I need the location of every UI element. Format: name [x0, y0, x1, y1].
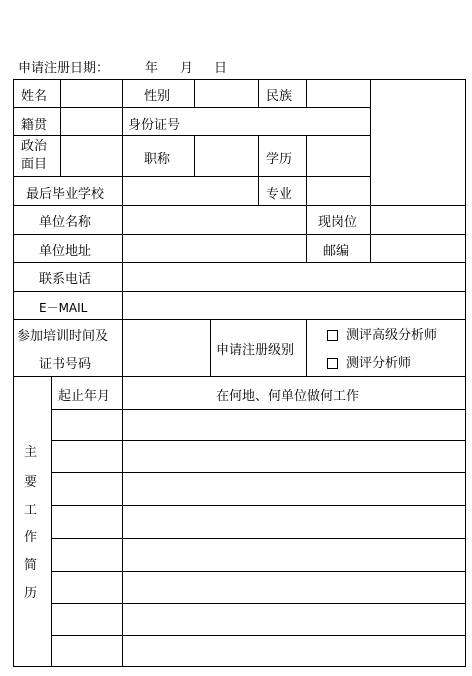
employer-name-label: 单位名称 — [39, 215, 92, 230]
ethnicity-label: 民族 — [266, 89, 293, 104]
education-input[interactable] — [307, 136, 370, 176]
gender-label: 性别 — [144, 89, 171, 104]
level-label: 申请注册级别 — [216, 343, 295, 358]
political-status-input[interactable] — [61, 136, 122, 176]
senior-analyst-option-label: 测评高级分析师 — [346, 328, 438, 343]
name-input[interactable] — [61, 80, 122, 107]
phone-input[interactable] — [123, 263, 465, 291]
resume-detail-header: 在何地、何单位做何工作 — [216, 389, 360, 404]
employer-name-input[interactable] — [123, 206, 306, 234]
date-label: 申请注册日期： — [18, 61, 110, 76]
postcode-input[interactable] — [371, 235, 465, 262]
current-position-label: 现岗位 — [318, 215, 358, 230]
photo-area[interactable] — [371, 80, 465, 205]
date-day: 日 — [214, 61, 228, 76]
employer-address-label: 单位地址 — [39, 244, 92, 259]
postcode-label: 邮编 — [323, 244, 350, 259]
name-label: 姓名 — [21, 89, 48, 104]
training-input[interactable] — [123, 320, 210, 376]
political-status-label-line2: 面目 — [21, 157, 48, 172]
employer-address-input[interactable] — [123, 235, 306, 262]
id-number-input[interactable] — [195, 108, 370, 135]
resume-period-header: 起止年月 — [58, 389, 111, 404]
native-place-input[interactable] — [61, 108, 122, 135]
resume-side-char: 要 — [24, 475, 38, 490]
gender-input[interactable] — [195, 80, 258, 107]
ethnicity-input[interactable] — [307, 80, 370, 107]
date-month: 月 — [180, 61, 194, 76]
political-status-label-line1: 政治 — [21, 139, 48, 154]
date-year: 年 — [145, 61, 159, 76]
id-number-label: 身份证号 — [128, 118, 181, 133]
native-place-label: 籍贯 — [21, 118, 48, 133]
school-input[interactable] — [123, 177, 258, 205]
phone-label: 联系电话 — [39, 272, 92, 287]
email-input[interactable] — [123, 292, 465, 319]
major-input[interactable] — [307, 177, 370, 205]
job-title-label: 职称 — [144, 152, 171, 167]
resume-side-char: 简 — [24, 558, 38, 573]
training-label-line2: 证书号码 — [39, 357, 92, 372]
school-label: 最后毕业学校 — [26, 187, 105, 202]
job-title-input[interactable] — [195, 136, 258, 176]
resume-side-char: 历 — [24, 586, 38, 601]
email-label: E－MAIL — [39, 301, 88, 315]
analyst-option-label: 测评分析师 — [346, 356, 412, 371]
training-label-line1: 参加培训时间及 — [17, 329, 109, 344]
analyst-checkbox[interactable] — [327, 358, 338, 369]
education-label: 学历 — [266, 152, 293, 167]
major-label: 专业 — [266, 187, 293, 202]
resume-side-char: 主 — [24, 445, 38, 460]
senior-analyst-checkbox[interactable] — [327, 330, 338, 341]
resume-side-char: 工 — [24, 503, 38, 518]
current-position-input[interactable] — [371, 206, 465, 234]
resume-side-char: 作 — [24, 530, 38, 545]
